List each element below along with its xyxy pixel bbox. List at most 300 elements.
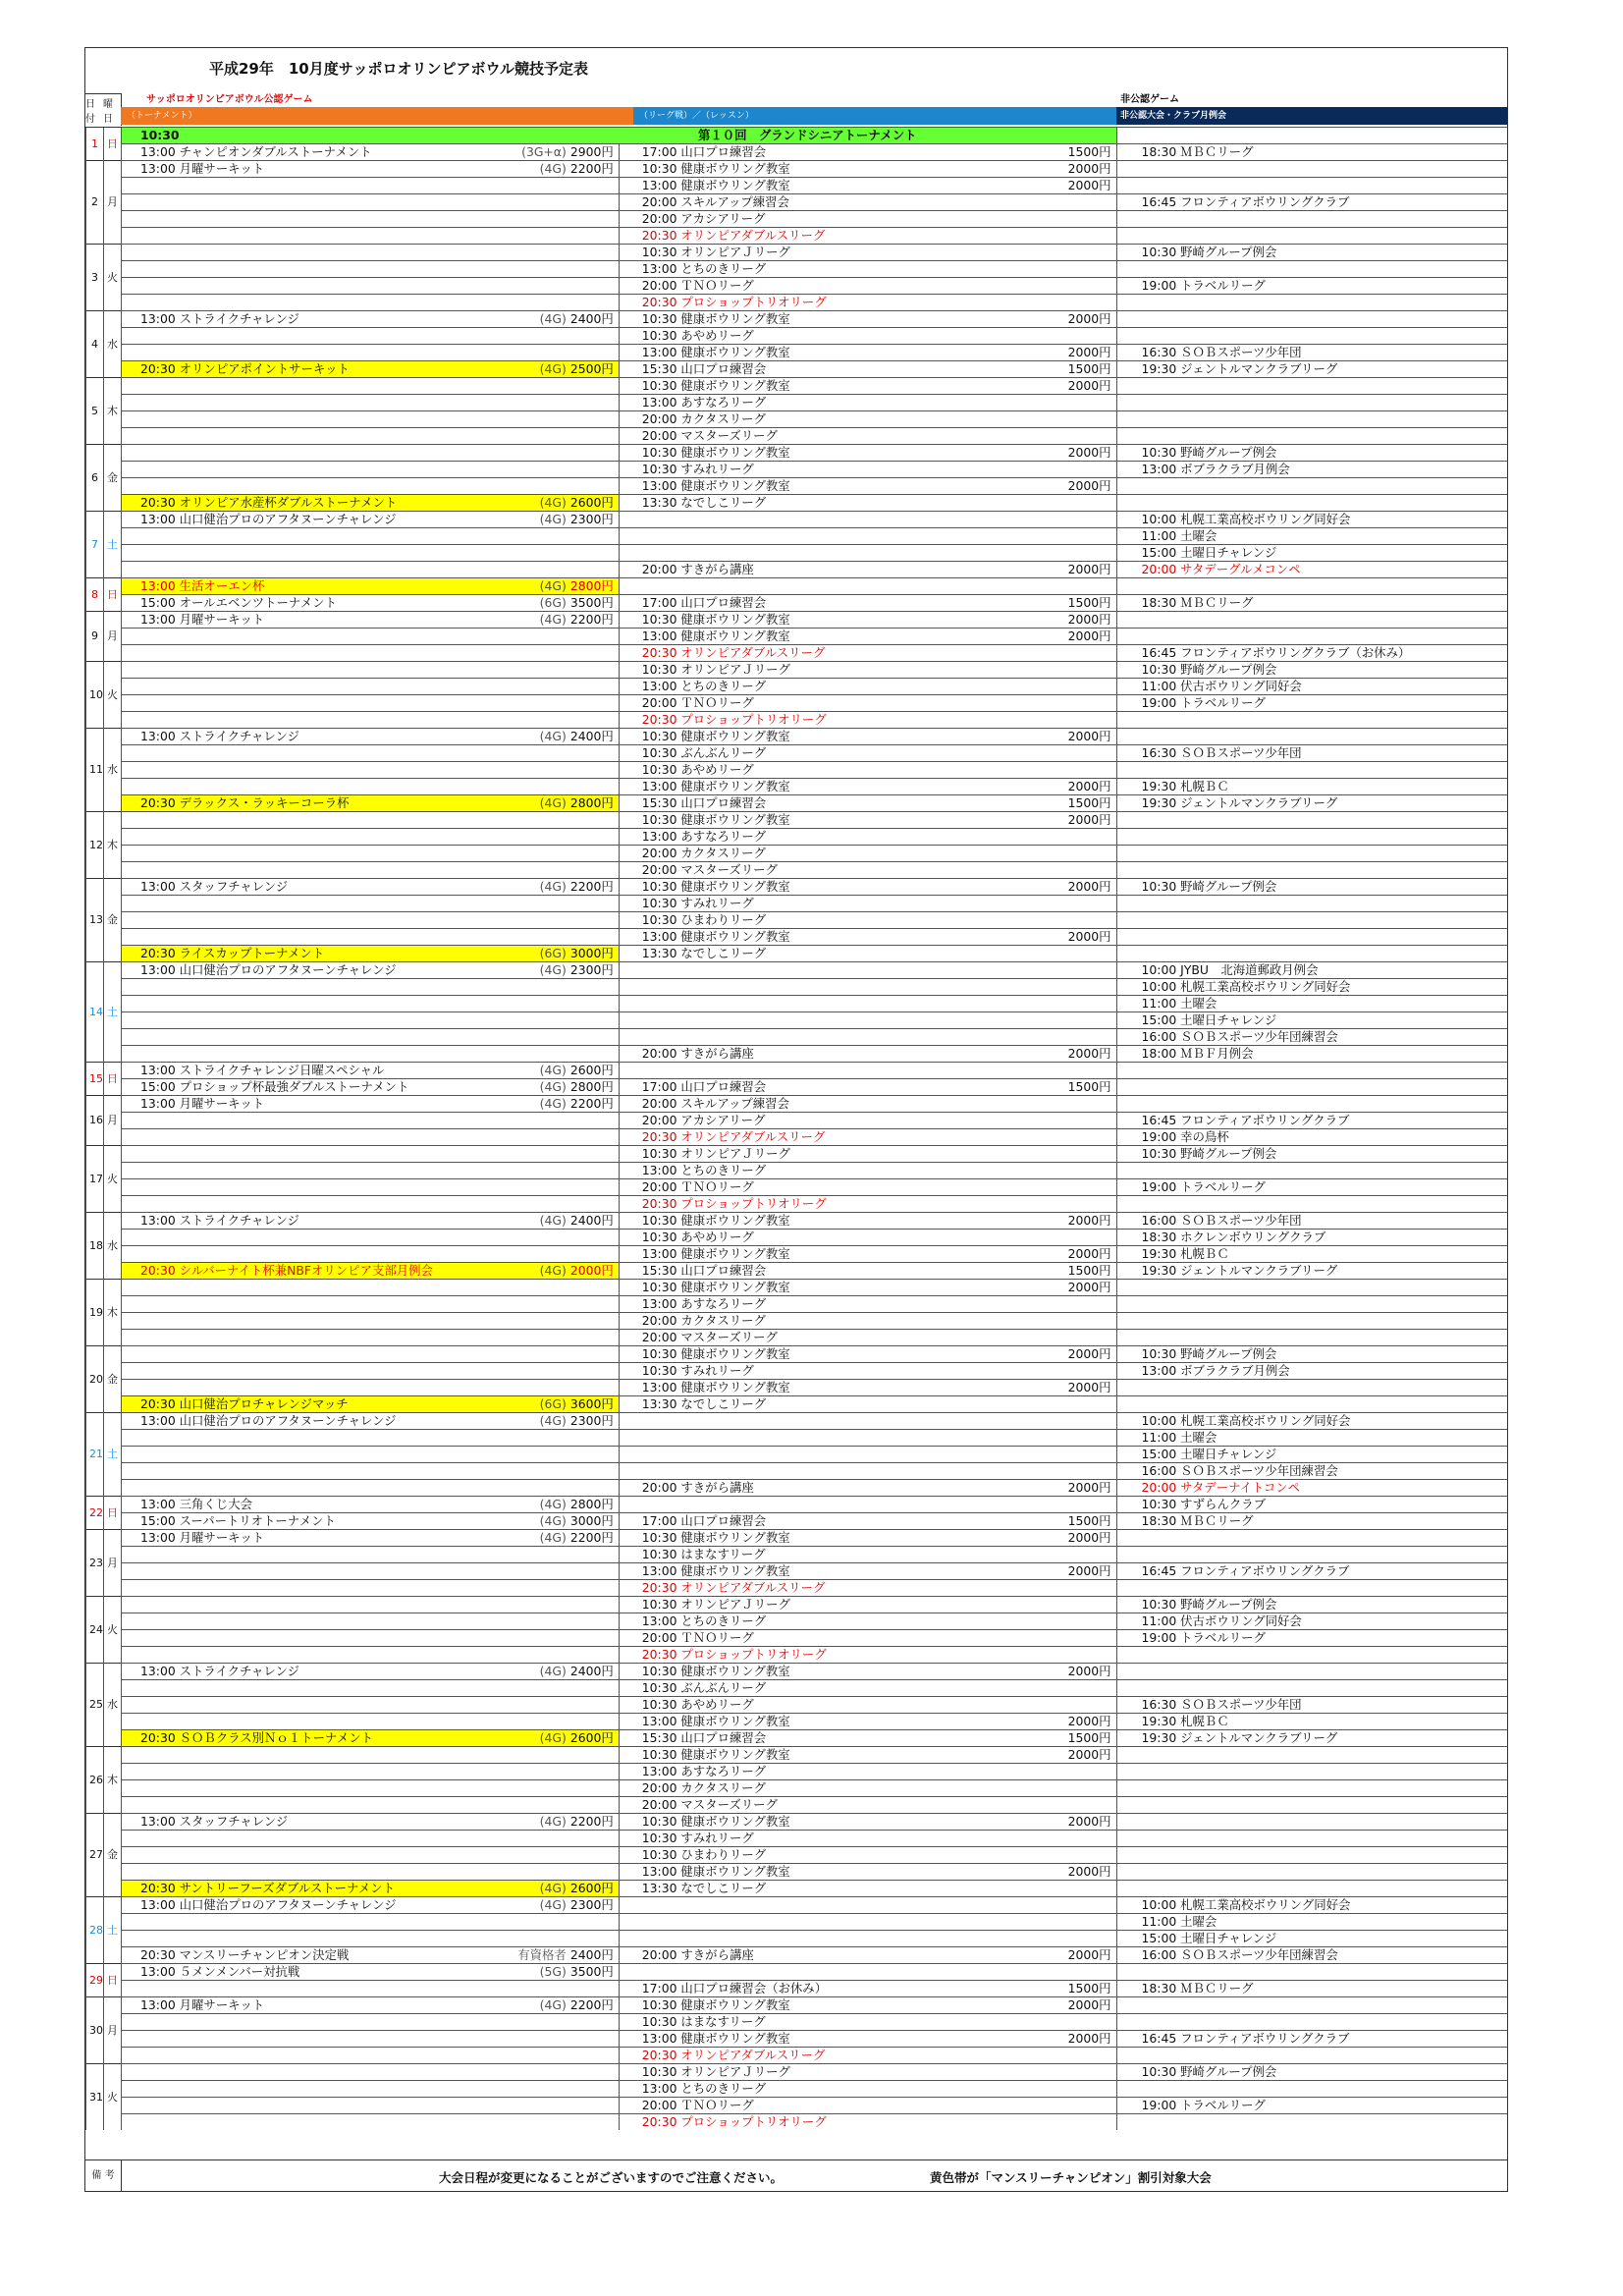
schedule-sheet <box>84 47 1508 2192</box>
tournament-cell <box>122 1613 620 1630</box>
league-name: 20:00 アカシアリーグ <box>641 1113 766 1127</box>
header-day-label: 日付 <box>85 99 95 125</box>
nonofficial-cell <box>1116 645 1507 662</box>
tournament-name: 13:00 月曜サーキット <box>140 1530 265 1545</box>
league-cell <box>619 261 1116 278</box>
league-fee: 1500円 <box>1067 1079 1111 1094</box>
league-cell <box>619 361 1116 378</box>
league-cell <box>619 1680 1116 1697</box>
league-cell <box>619 2114 1116 2131</box>
league-cell <box>619 2014 1116 2031</box>
tournament-fee: 2300円 <box>569 1897 614 1912</box>
league-cell <box>619 1664 1116 1680</box>
nonofficial-cell <box>1116 1630 1507 1647</box>
tournament-cell <box>122 1847 620 1864</box>
league-name: 10:30 健康ボウリング教室 <box>641 1280 790 1294</box>
tournament-fee: 2200円 <box>569 612 614 627</box>
tournament-name: 13:00 月曜サーキット <box>140 612 265 627</box>
table-row <box>86 228 1508 245</box>
league-cell <box>619 1380 1116 1396</box>
tournament-fee: 2200円 <box>569 161 614 176</box>
weekday: 木 <box>104 1747 122 1814</box>
nonofficial-cell <box>1116 1179 1507 1196</box>
day-number: 19 <box>86 1280 104 1346</box>
tournament-cell <box>122 795 620 812</box>
league-name: 10:30 オリンピアＪリーグ <box>641 245 790 259</box>
league-cell <box>619 1046 1116 1063</box>
tournament-cell <box>122 1046 620 1063</box>
table-row <box>86 1831 1508 1847</box>
table-row <box>86 1747 1508 1764</box>
league-name: 10:30 ひまわりリーグ <box>641 912 767 927</box>
table-row <box>86 1814 1508 1831</box>
nonofficial-cell <box>1116 1797 1507 1814</box>
league-cell <box>619 478 1116 495</box>
tournament-fee: 2500円 <box>569 361 614 376</box>
weekday: 金 <box>104 1346 122 1413</box>
table-row <box>86 144 1508 161</box>
table-row <box>86 428 1508 445</box>
day-number: 11 <box>86 729 104 812</box>
league-cell <box>619 1697 1116 1714</box>
tournament-cell <box>122 745 620 762</box>
league-cell <box>619 1163 1116 1179</box>
nonofficial-cell <box>1116 578 1507 595</box>
nonofficial-cell <box>1116 445 1507 462</box>
nonofficial-name: 13:00 ボブラクラブ月例会 <box>1141 1363 1290 1378</box>
nonofficial-cell <box>1116 1914 1507 1931</box>
tournament-cell <box>122 1831 620 1847</box>
league-name: 20:30 オリンピアダブルスリーグ <box>641 2048 826 2062</box>
nonofficial-cell <box>1116 729 1507 745</box>
tournament-games: (4G) <box>539 1096 567 1111</box>
league-name: 20:30 オリンピアダブルスリーグ <box>641 645 826 660</box>
league-cell <box>619 495 1116 512</box>
tournament-games: (4G) <box>539 1897 567 1912</box>
tournament-cell <box>122 1697 620 1714</box>
tournament-games: (6G) <box>539 595 567 610</box>
table-row <box>86 211 1508 228</box>
league-name: 10:30 健康ボウリング教室 <box>641 1346 790 1361</box>
table-row <box>86 1230 1508 1246</box>
league-fee: 1500円 <box>1067 144 1111 159</box>
header-tournament <box>121 93 633 125</box>
league-cell <box>619 211 1116 228</box>
league-cell <box>619 295 1116 311</box>
day-number: 9 <box>86 612 104 662</box>
tournament-fee: 2600円 <box>569 1730 614 1745</box>
league-cell <box>619 2048 1116 2064</box>
nonofficial-cell <box>1116 896 1507 912</box>
tournament-cell <box>122 595 620 612</box>
tournament-cell <box>122 1897 620 1914</box>
league-cell <box>619 1597 1116 1613</box>
table-row <box>86 161 1508 178</box>
nonofficial-cell <box>1116 1664 1507 1680</box>
nonofficial-name: 10:00 JYBU 北海道郵政月例会 <box>1141 962 1319 977</box>
league-name: 10:30 はまなすリーグ <box>641 1547 766 1561</box>
table-row <box>86 2064 1508 2081</box>
league-cell <box>619 1947 1116 1964</box>
day-number: 12 <box>86 812 104 879</box>
league-cell <box>619 2098 1116 2114</box>
table-row <box>86 261 1508 278</box>
tournament-cell <box>122 411 620 428</box>
league-cell <box>619 912 1116 929</box>
tournament-name: 13:00 山口健治プロのアフタヌーンチャレンジ <box>140 1897 397 1912</box>
tournament-fee: 2200円 <box>569 879 614 894</box>
nonofficial-name: 16:30 ＳＯＢスポーツ少年団 <box>1141 1697 1302 1712</box>
tournament-cell <box>122 512 620 528</box>
league-name: 10:30 すみれリーグ <box>641 462 754 476</box>
weekday: 日 <box>104 1964 122 1997</box>
league-fee: 2000円 <box>1067 1747 1111 1762</box>
weekday: 月 <box>104 1530 122 1597</box>
weekday: 月 <box>104 161 122 245</box>
tournament-name: 15:00 プロショップ杯最強ダブルストーナメント <box>140 1079 409 1094</box>
table-row <box>86 1580 1508 1597</box>
league-name: 10:30 すみれリーグ <box>641 1363 754 1378</box>
schedule-table <box>85 127 1507 2130</box>
nonofficial-name: 16:30 ＳＯＢスポーツ少年団 <box>1141 745 1302 760</box>
table-row <box>86 712 1508 729</box>
table-row <box>86 1012 1508 1029</box>
table-row <box>86 862 1508 879</box>
table-row <box>86 979 1508 996</box>
tournament-name: 20:30 マンスリーチャンピオン決定戦 <box>140 1947 350 1962</box>
league-cell <box>619 1881 1116 1897</box>
grand-time: 10:30 <box>140 128 180 142</box>
nonofficial-cell <box>1116 2048 1507 2064</box>
tournament-games: (4G) <box>539 495 567 510</box>
league-name: 13:00 とちのきリーグ <box>641 1613 767 1628</box>
table-row <box>86 946 1508 962</box>
table-row <box>86 1296 1508 1313</box>
tournament-cell <box>122 1530 620 1547</box>
nonofficial-name: 19:00 トラベルリーグ <box>1141 1179 1266 1194</box>
table-row <box>86 1780 1508 1797</box>
league-name: 10:30 あやめリーグ <box>641 328 754 343</box>
weekday: 日 <box>104 128 122 161</box>
table-row <box>86 545 1508 562</box>
tournament-fee: 2800円 <box>569 1079 614 1094</box>
tournament-cell <box>122 1380 620 1396</box>
league-name: 10:30 はまなすリーグ <box>641 2014 766 2029</box>
nonofficial-cell <box>1116 1897 1507 1914</box>
table-row <box>86 1497 1508 1513</box>
table-row <box>86 128 1508 144</box>
nonofficial-cell <box>1116 1213 1507 1230</box>
nonofficial-cell <box>1116 846 1507 862</box>
header-tournament-title: サッポロオリンピアボウル公認ゲーム <box>146 94 313 105</box>
nonofficial-cell <box>1116 462 1507 478</box>
league-cell <box>619 545 1116 562</box>
league-name: 10:30 健康ボウリング教室 <box>641 879 790 894</box>
footer-note-yellow: 黄色帯が「マンスリーチャンピオン」割引対象大会 <box>930 2170 1212 2185</box>
league-cell <box>619 1430 1116 1447</box>
tournament-fee: 3500円 <box>569 1964 614 1979</box>
league-fee: 2000円 <box>1067 1714 1111 1728</box>
nonofficial-name: 19:00 トラベルリーグ <box>1141 2098 1266 2112</box>
tournament-cell <box>122 261 620 278</box>
tournament-fee: 2200円 <box>569 1530 614 1545</box>
tournament-cell <box>122 1997 620 2014</box>
tournament-fee: 2900円 <box>569 144 614 159</box>
league-fee: 2000円 <box>1067 378 1111 393</box>
league-cell <box>619 2064 1116 2081</box>
day-number: 22 <box>86 1497 104 1530</box>
league-name: 13:00 健康ボウリング教室 <box>641 929 790 944</box>
nonofficial-cell <box>1116 161 1507 178</box>
nonofficial-cell <box>1116 194 1507 211</box>
tournament-cell <box>122 1864 620 1881</box>
league-name: 10:30 健康ボウリング教室 <box>641 612 790 627</box>
table-row <box>86 629 1508 645</box>
nonofficial-cell <box>1116 228 1507 245</box>
header-league-sub: （リーグ戦）／（レッスン） <box>633 107 1116 125</box>
table-row <box>86 1346 1508 1363</box>
nonofficial-cell <box>1116 879 1507 896</box>
league-cell <box>619 962 1116 979</box>
league-name: 13:00 あすなろリーグ <box>641 1764 767 1778</box>
tournament-fee: 2300円 <box>569 962 614 977</box>
tournament-cell <box>122 545 620 562</box>
table-row <box>86 345 1508 361</box>
nonofficial-cell <box>1116 1881 1507 1897</box>
table-row <box>86 295 1508 311</box>
tournament-cell <box>122 278 620 295</box>
nonofficial-name: 16:00 ＳＯＢスポーツ少年団 <box>1141 1213 1302 1228</box>
league-name: 13:00 あすなろリーグ <box>641 395 767 410</box>
table-row <box>86 245 1508 261</box>
day-number: 31 <box>86 2064 104 2131</box>
nonofficial-cell <box>1116 1947 1507 1964</box>
league-fee: 2000円 <box>1067 445 1111 460</box>
nonofficial-cell <box>1116 295 1507 311</box>
nonofficial-cell <box>1116 612 1507 629</box>
league-name: 10:30 健康ボウリング教室 <box>641 161 790 176</box>
table-row <box>86 1597 1508 1613</box>
league-cell <box>619 829 1116 846</box>
table-row <box>86 194 1508 211</box>
table-row <box>86 645 1508 662</box>
weekday: 土 <box>104 512 122 578</box>
day-number: 18 <box>86 1213 104 1280</box>
tournament-name: 13:00 三角くじ大会 <box>140 1497 252 1511</box>
league-cell <box>619 1814 1116 1831</box>
nonofficial-cell <box>1116 1480 1507 1497</box>
league-name: 10:30 健康ボウリング教室 <box>641 812 790 827</box>
table-row <box>86 1997 1508 2014</box>
tournament-cell <box>122 896 620 912</box>
weekday: 水 <box>104 311 122 378</box>
tournament-cell <box>122 1330 620 1346</box>
tournament-cell <box>122 1163 620 1179</box>
tournament-cell <box>122 178 620 194</box>
tournament-cell <box>122 1280 620 1296</box>
header-nonofficial <box>1116 93 1507 125</box>
nonofficial-cell <box>1116 1396 1507 1413</box>
header-date <box>85 93 122 126</box>
league-name: 13:00 あすなろリーグ <box>641 829 767 844</box>
nonofficial-name: 10:30 野崎グループ例会 <box>1141 1346 1277 1361</box>
league-name: 13:30 なでしこリーグ <box>641 1396 767 1411</box>
day-number: 26 <box>86 1747 104 1814</box>
table-row <box>86 1280 1508 1296</box>
nonofficial-cell <box>1116 829 1507 846</box>
nonofficial-cell <box>1116 1847 1507 1864</box>
league-name: 13:00 健康ボウリング教室 <box>641 1864 790 1879</box>
tournament-games: (4G) <box>539 512 567 526</box>
league-cell <box>619 1263 1116 1280</box>
league-name: 13:00 あすなろリーグ <box>641 1296 767 1311</box>
tournament-cell <box>122 762 620 779</box>
league-name: 10:30 健康ボウリング教室 <box>641 1530 790 1545</box>
tournament-fee: 2800円 <box>569 795 614 810</box>
league-name: 13:00 健康ボウリング教室 <box>641 1380 790 1394</box>
tournament-fee: 2600円 <box>569 1063 614 1077</box>
league-fee: 2000円 <box>1067 1864 1111 1879</box>
league-name: 10:30 あやめリーグ <box>641 1697 754 1712</box>
tournament-games: (6G) <box>539 1396 567 1411</box>
tournament-cell <box>122 846 620 862</box>
nonofficial-cell <box>1116 144 1507 161</box>
nonofficial-cell <box>1116 912 1507 929</box>
nonofficial-cell <box>1116 946 1507 962</box>
day-number: 6 <box>86 445 104 512</box>
league-name: 20:00 マスターズリーグ <box>641 1330 778 1344</box>
nonofficial-name: 20:00 サタデーナイトコンペ <box>1141 1480 1301 1495</box>
nonofficial-cell <box>1116 1146 1507 1163</box>
league-cell <box>619 645 1116 662</box>
table-row <box>86 1897 1508 1914</box>
nonofficial-name: 18:30 ＭＢＣリーグ <box>1141 1513 1254 1528</box>
league-fee: 2000円 <box>1067 345 1111 359</box>
tournament-games: (5G) <box>539 1964 567 1979</box>
table-row <box>86 395 1508 411</box>
tournament-cell <box>122 211 620 228</box>
nonofficial-cell <box>1116 1113 1507 1129</box>
nonofficial-name: 19:30 ジェントルマンクラブリーグ <box>1141 795 1338 810</box>
tournament-cell <box>122 962 620 979</box>
nonofficial-cell <box>1116 1814 1507 1831</box>
league-cell <box>619 1213 1116 1230</box>
tournament-games: (4G) <box>539 1497 567 1511</box>
nonofficial-cell <box>1116 1029 1507 1046</box>
table-row <box>86 912 1508 929</box>
nonofficial-cell <box>1116 395 1507 411</box>
league-name: 10:30 健康ボウリング教室 <box>641 378 790 393</box>
footer-label: 備 考 <box>85 2160 122 2192</box>
nonofficial-cell <box>1116 1296 1507 1313</box>
day-number: 28 <box>86 1897 104 1964</box>
league-name: 17:00 山口プロ練習会 <box>641 1513 767 1528</box>
league-name: 13:00 健康ボウリング教室 <box>641 478 790 493</box>
league-cell <box>619 512 1116 528</box>
weekday: 木 <box>104 378 122 445</box>
league-name: 10:30 健康ボウリング教室 <box>641 445 790 460</box>
tournament-cell <box>122 1981 620 1997</box>
tournament-name: 13:00 スタッフチャレンジ <box>140 1814 289 1829</box>
weekday: 日 <box>104 1063 122 1096</box>
day-number: 1 <box>86 128 104 161</box>
weekday: 金 <box>104 879 122 962</box>
nonofficial-name: 19:00 トラベルリーグ <box>1141 1630 1266 1645</box>
nonofficial-cell <box>1116 1463 1507 1480</box>
table-row <box>86 679 1508 695</box>
day-number: 4 <box>86 311 104 378</box>
day-number: 23 <box>86 1530 104 1597</box>
league-name: 20:00 ＴＮＯリーグ <box>641 1179 754 1194</box>
league-fee: 2000円 <box>1067 812 1111 827</box>
league-name: 20:00 すきがら講座 <box>641 1947 754 1962</box>
table-row <box>86 1530 1508 1547</box>
league-name: 13:30 なでしこリーグ <box>641 495 767 510</box>
league-name: 20:00 カクタスリーグ <box>641 846 766 860</box>
table-row <box>86 278 1508 295</box>
tournament-name: 20:30 オリンピアポイントサーキット <box>140 361 350 376</box>
league-cell <box>619 1480 1116 1497</box>
nonofficial-name: 20:00 サタデーグルメコンペ <box>1141 562 1301 576</box>
nonofficial-cell <box>1116 2014 1507 2031</box>
tournament-cell <box>122 1296 620 1313</box>
league-cell <box>619 1964 1116 1981</box>
league-name: 10:30 あやめリーグ <box>641 762 754 777</box>
league-name: 10:30 健康ボウリング教室 <box>641 1997 790 2012</box>
league-name: 10:30 健康ボウリング教室 <box>641 729 790 743</box>
nonofficial-name: 11:00 土曜会 <box>1141 528 1217 543</box>
tournament-fee: 2300円 <box>569 512 614 526</box>
nonofficial-cell <box>1116 1497 1507 1513</box>
day-number: 10 <box>86 662 104 729</box>
table-row <box>86 1463 1508 1480</box>
tournament-name: 20:30 ライスカップトーナメント <box>140 946 325 960</box>
nonofficial-name: 16:00 ＳＯＢスポーツ少年団練習会 <box>1141 1947 1338 1962</box>
league-fee: 1500円 <box>1067 1730 1111 1745</box>
table-row <box>86 1563 1508 1580</box>
league-fee: 2000円 <box>1067 1046 1111 1061</box>
league-name: 20:00 スキルアップ練習会 <box>641 1096 789 1111</box>
nonofficial-cell <box>1116 495 1507 512</box>
tournament-name: 13:00 山口健治プロのアフタヌーンチャレンジ <box>140 1413 397 1428</box>
nonofficial-cell <box>1116 1280 1507 1296</box>
nonofficial-name: 19:30 ジェントルマンクラブリーグ <box>1141 361 1338 376</box>
table-row <box>86 996 1508 1012</box>
league-name: 17:00 山口プロ練習会（お休み） <box>641 1981 828 1995</box>
nonofficial-cell <box>1116 1513 1507 1530</box>
table-row <box>86 328 1508 345</box>
nonofficial-cell <box>1116 1046 1507 1063</box>
nonofficial-name: 10:00 札幌工業高校ボウリング同好会 <box>1141 979 1351 994</box>
league-name: 10:30 健康ボウリング教室 <box>641 311 790 326</box>
table-row <box>86 795 1508 812</box>
league-cell <box>619 1530 1116 1547</box>
league-cell <box>619 1179 1116 1196</box>
tournament-games: (4G) <box>539 1814 567 1829</box>
grand-senior-banner <box>122 128 1117 144</box>
table-row <box>86 2114 1508 2131</box>
nonofficial-cell <box>1116 1997 1507 2014</box>
league-name: 20:00 ＴＮＯリーグ <box>641 695 754 710</box>
league-cell <box>619 1613 1116 1630</box>
table-row <box>86 595 1508 612</box>
nonofficial-cell <box>1116 345 1507 361</box>
league-cell <box>619 729 1116 745</box>
tournament-cell <box>122 1513 620 1530</box>
league-name: 20:00 スキルアップ練習会 <box>641 194 789 209</box>
tournament-cell <box>122 1029 620 1046</box>
nonofficial-name: 15:00 土曜日チャレンジ <box>1141 1012 1277 1027</box>
